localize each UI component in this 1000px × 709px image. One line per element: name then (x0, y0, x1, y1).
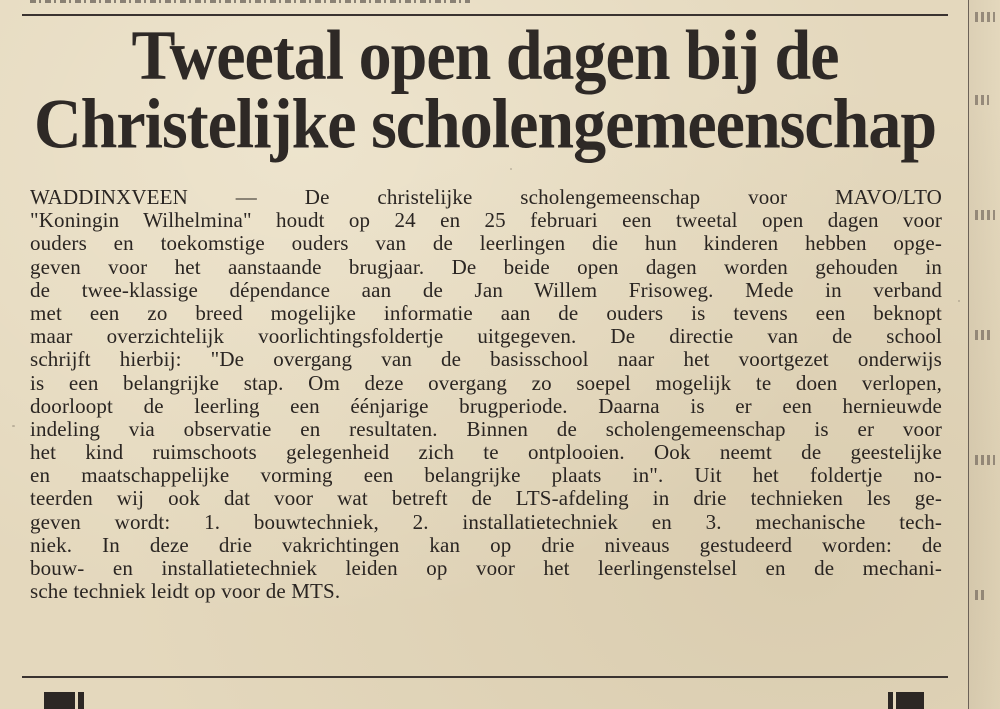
bottom-rule (22, 676, 948, 678)
column-fragment (975, 455, 995, 465)
column-fragment (975, 95, 989, 105)
body-line: ouders en toekomstige ouders van de leerlingen die hun kinderen hebben opge- (30, 231, 942, 256)
body-line-last: sche techniek leidt op voor de MTS. (30, 579, 341, 604)
body-line: en maatschappelijke vorming een belangrijke plaats in". Uit het foldertje no- (30, 463, 942, 488)
body-line: met een zo breed mogelijke informatie aan de ouders is tevens een beknopt (30, 300, 942, 325)
article-headline (30, 16, 940, 164)
body-line: schrijft hierbij: "De overgang van de basisschool naar het voortgezet onderwijs (30, 347, 942, 372)
article-body (30, 186, 942, 603)
body-line: indeling via observatie en resultaten. Binnen de scholengemeenschap is er voor (30, 416, 942, 441)
body-line: het kind ruimschoots gelegenheid zich te ontplooien. Ook neemt de geestelijke (30, 440, 942, 465)
body-line: geven wordt: 1. bouwtechniek, 2. installatietechniek en 3. mechanische tech- (30, 509, 942, 534)
print-speck (510, 168, 512, 170)
next-article-block-right (888, 692, 924, 709)
column-fragment (975, 210, 995, 220)
next-article-block-left (44, 692, 84, 709)
body-line: teerden wij ook dat voor wat betreft de LTS-afdeling in drie technieken les ge- (30, 486, 942, 511)
body-line: geven voor het aanstaande brugjaar. De beide open dagen worden gehouden in (30, 254, 942, 279)
body-line: maar overzichtelijk voorlichtingsfoldertje uitgegeven. De directie van de school (30, 324, 942, 349)
body-line: is een belangrijke stap. Om deze overgang zo soepel mogelijk te doen verlopen, (30, 370, 942, 395)
print-speck (12, 425, 15, 427)
body-line: doorloopt de leerling een éénjarige brugperiode. Daarna is er een hernieuwde (30, 393, 942, 418)
column-fragment (975, 12, 995, 22)
body-line: WADDINXVEEN — De christelijke scholengemeenschap voor MAVO/LTO (30, 185, 942, 209)
headline-line-1: Tweetal open dagen bij de (131, 16, 839, 96)
adjacent-column-edge (968, 0, 1000, 709)
body-line: "Koningin Wilhelmina" houdt op 24 en 25 februari een tweetal open dagen voor (30, 208, 942, 233)
body-line: niek. In deze drie vakrichtingen kan op drie niveaus gestudeerd worden: de (30, 532, 942, 557)
print-speck (958, 300, 960, 302)
column-fragment (975, 330, 991, 340)
body-line: bouw- en installatietechniek leiden op voor het leerlingenstelsel en de mechani- (30, 556, 942, 580)
headline-line-2: Christelijke scholengemeenschap (33, 84, 937, 164)
previous-article-fragment (30, 0, 470, 5)
column-fragment (975, 590, 987, 600)
body-line: de twee-klassige dépendance aan de Jan Willem Frisoweg. Mede in verband (30, 277, 942, 302)
